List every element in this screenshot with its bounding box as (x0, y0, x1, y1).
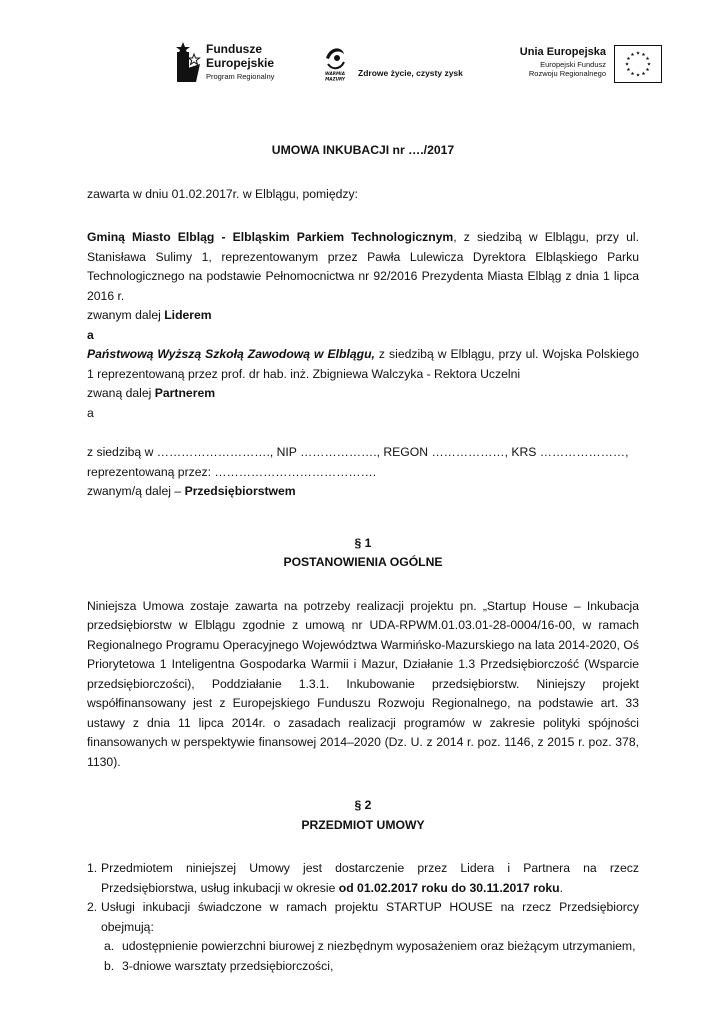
company-details-line: z siedzibą w ………………………., NIP ………………., REGON ………………, KRS …………………, (87, 445, 629, 459)
ue-line3: Rozwoju Regionalnego (528, 68, 606, 78)
eu-star-icon (646, 57, 650, 60)
list-item-bold: od 01.02.2017 roku do 30.11.2017 roku (338, 880, 560, 895)
sublist-item-letter: a. (104, 939, 115, 953)
eu-star-icon (627, 57, 631, 60)
list-item-number: 2. (87, 900, 98, 914)
eu-star-icon (647, 62, 651, 65)
sublist-item (87, 937, 639, 957)
sublist-item-letter: b. (104, 958, 115, 973)
sublist-item-text: udostępnienie powierzchni biurowej z niezbędnym wyposażeniem oraz bieżącym utrzymaniem, (122, 939, 636, 953)
party-leader-paragraph (87, 228, 639, 306)
sublist-item-text: 3-dniowe warsztaty przedsiębiorczości, (122, 958, 334, 973)
eu-star-icon (631, 72, 635, 75)
warmia-mazury-logo (320, 44, 463, 82)
svg-text:MAZURY: MAZURY (325, 76, 345, 82)
section2-list (87, 859, 639, 937)
party-partner-role-line (87, 384, 639, 404)
fe-line1: Fundusze (206, 42, 262, 56)
company-role-prefix: zwanym/ą dalej – (87, 484, 185, 498)
intro-line: zawarta w dniu 01.02.2017r. w Elblągu, pomiędzy: (87, 186, 358, 201)
list-item-text: Usługi inkubacji świadczone w ramach projektu STARTUP HOUSE na rzecz Przedsiębiorcy obejmują: (101, 900, 639, 934)
section2-number: § 2 (354, 798, 372, 812)
list-item-text: Przedmiotem niniejszej Umowy jest dostarczenie przez Lidera i Partnera na rzecz Przedsiębiorstwa, usług inkubacji w okresie (101, 861, 639, 895)
eu-star-icon (631, 53, 635, 56)
party-leader-role-prefix: zwanym dalej (87, 308, 165, 322)
eu-star-icon (642, 72, 646, 75)
conjunction-a-1: a (87, 327, 94, 342)
conjunction-a-2: a (87, 405, 94, 420)
party-leader-desc: , z siedzibą w Elblągu, przy ul. Stanisława Sulimy 1, reprezentowanym przez Pawła Lulewicza Dyrektora Elbląskiego Parku Technologicznego na podstawie Pełnomocnictwa nr 92/2016 Prezydenta Miasta Elbląg z dnia 1 lipca 2016 r. (87, 230, 639, 303)
party-leader-role-line (87, 306, 639, 326)
section1-title: POSTANOWIENIA OGÓLNE (283, 555, 443, 569)
contract-body (87, 141, 639, 976)
section1-text: Niniejsza Umowa zostaje zawarta na potrzeby realizacji projektu pn. „Startup House – Inkubacja przedsiębiorstw w Elblągu zgodnie z umową nr UDA-RPWM.01.03.01-28-0004/16-00, w ramach Regionalnego Programu Operacyjnego Województwa Warmińsko-Mazurskiego na lata 2014-2020, Oś Priorytetowa 1 Inteligentna Gospodarka Warmii i Mazur, Działanie 1.3 Przedsiębiorczość (Wsparcie przedsiębiorczości), Poddziałanie 1.3.1. Inkubowanie przedsiębiorstw. Niniejszy projekt współfinansowany jest z Europejskiego Funduszu Rozwoju Regionalnego, na podstawie art. 33 ustawy z dnia 11 lipca 2014r. o zasadach realizacji programów w zakresie polityki spójności finansowanych w perspektywie finansowej 2014–2020 (Dz. U. z 2014 r. poz. 1146, z 2015 r. poz. 378, 1130). (87, 598, 639, 769)
party-partner-role-prefix: zwaną dalej (87, 386, 155, 400)
ue-line2: Europejski Fundusz (540, 60, 606, 69)
company-role: Przedsiębiorstwem (184, 484, 296, 498)
eu-star-icon (627, 68, 631, 71)
list-item (87, 898, 639, 937)
party-partner-desc: z siedzibą w Elblągu, przy ul. Wojska Polskiego 1 reprezentowaną przez prof. dr hab. inż. Zbigniewa Walczyka - Rektora Uczelni (87, 347, 640, 381)
eu-star-icon (636, 51, 640, 54)
company-representative-line: reprezentowaną przez: …………………………………. (87, 464, 377, 479)
warmia-mazury-slogan: Zdrowe życie, czysty zysk (358, 68, 463, 78)
party-partner-role: Partnerem (154, 386, 216, 400)
eu-flag-icon (614, 45, 662, 83)
fe-line2: Europejskie (206, 56, 275, 70)
eu-star-icon (642, 53, 646, 56)
fundusze-europejskie-mark-icon (174, 40, 202, 86)
warmia-mazury-mark-icon (320, 44, 350, 82)
party-partner-paragraph (87, 345, 639, 384)
party-leader-name: Gminą Miasto Elbląg - Elbląskim Parkiem Technologicznym (87, 230, 454, 244)
eu-star-icon (625, 62, 629, 65)
eu-star-icon (646, 68, 650, 71)
list-item (87, 859, 639, 898)
section2-sublist (87, 937, 639, 976)
svg-text:WARMIA: WARMIA (325, 71, 345, 76)
list-item-number: 1. (87, 861, 98, 875)
fundusze-europejskie-logo (174, 40, 274, 86)
contract-title: UMOWA INKUBACJI nr …./2017 (271, 143, 455, 157)
section1-number: § 1 (354, 535, 372, 550)
party-leader-role: Liderem (164, 308, 212, 322)
ue-line1: Unia Europejska (519, 46, 606, 58)
company-role-line (87, 482, 639, 502)
list-item-tail: . (559, 880, 564, 895)
sublist-item (87, 957, 639, 977)
fe-line3: Program Regionalny (206, 72, 275, 81)
eu-star-icon (636, 73, 640, 76)
unia-europejska-logo-text (512, 46, 606, 78)
section2-title: PRZEDMIOT UMOWY (301, 817, 425, 832)
party-partner-name: Państwową Wyższą Szkołą Zawodową w Elblągu, (87, 347, 375, 361)
